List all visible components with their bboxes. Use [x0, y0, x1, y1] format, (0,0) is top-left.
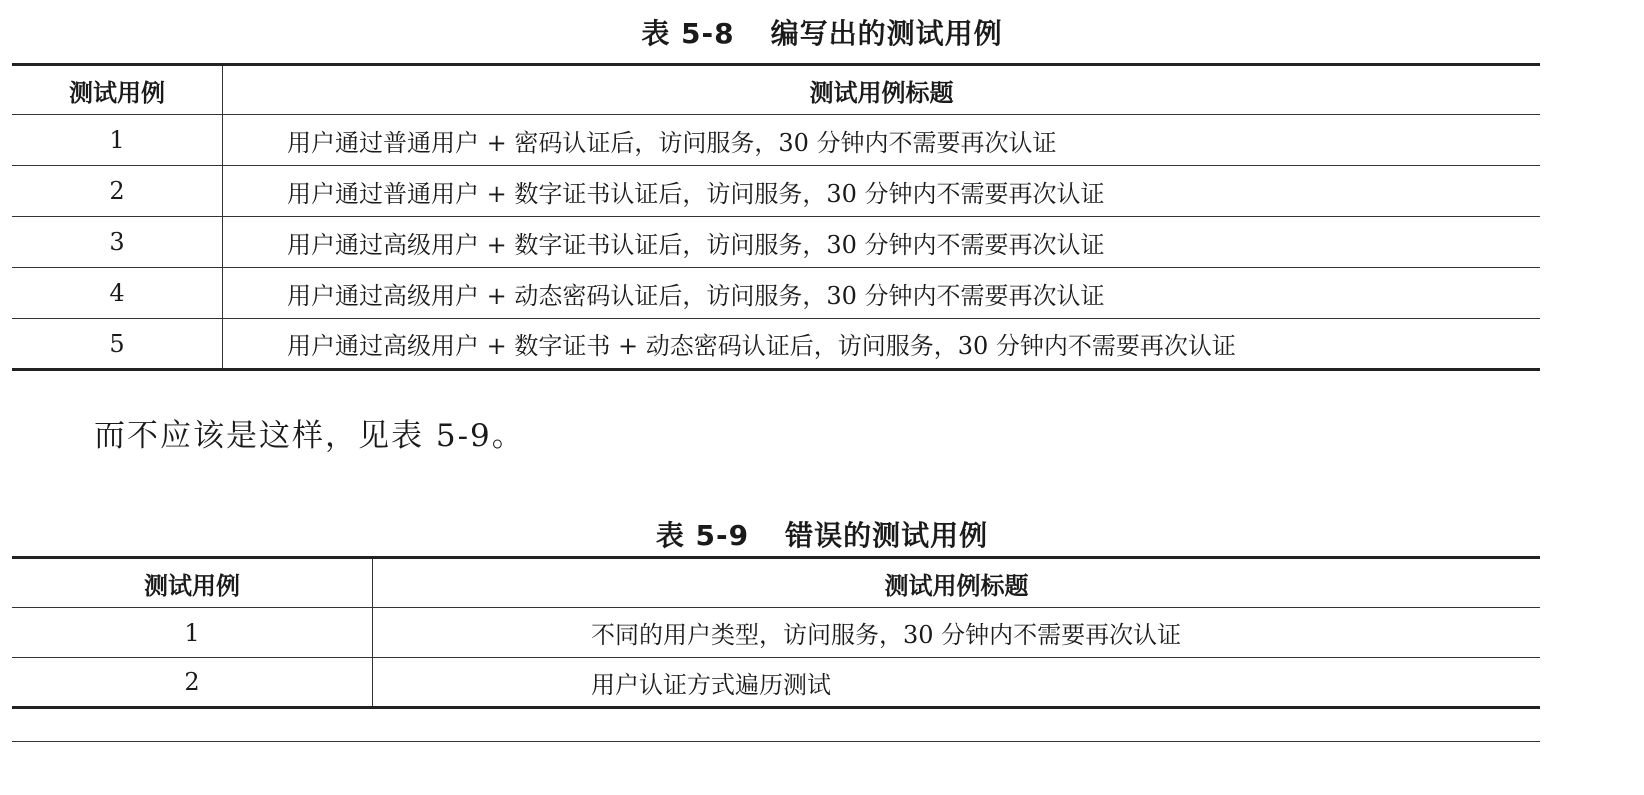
- cell-id: 1: [12, 608, 373, 658]
- cell-id: 1: [12, 115, 223, 166]
- cell-title: 用户认证方式遍历测试: [591, 670, 831, 699]
- cell-title: 不同的用户类型，访问服务，30 分钟内不需要再次认证: [373, 608, 1541, 658]
- caption-number: 表 5-8: [641, 17, 735, 50]
- header-test-case-title: 测试用例标题: [373, 558, 1541, 608]
- cell-title: 用户通过高级用户 + 数字证书认证后，访问服务，30 分钟内不需要再次认证: [223, 217, 1541, 268]
- table-row: [12, 658, 1540, 708]
- table-row: [12, 319, 1540, 370]
- table-row: [12, 608, 1540, 658]
- cell-title: 用户通过普通用户 + 数字证书认证后，访问服务，30 分钟内不需要再次认证: [223, 166, 1541, 217]
- cell-id: 3: [12, 217, 223, 268]
- table-row: [12, 217, 1540, 268]
- table-header-row: [12, 65, 1540, 115]
- caption-title: 编写出的测试用例: [770, 17, 1003, 50]
- header-test-case: 测试用例: [12, 65, 223, 115]
- bottom-rule: [12, 741, 1540, 742]
- cell-title: 用户通过普通用户 + 密码认证后，访问服务，30 分钟内不需要再次认证: [223, 115, 1541, 166]
- table-row: [12, 268, 1540, 319]
- cell-id: 4: [12, 268, 223, 319]
- table-5-9-caption: [0, 516, 1644, 556]
- table-header-row: [12, 558, 1540, 608]
- header-test-case-title: 测试用例标题: [223, 65, 1541, 115]
- table-row: [12, 166, 1540, 217]
- table-5-8-caption: [0, 14, 1644, 54]
- caption-title: 错误的测试用例: [785, 519, 989, 552]
- body-paragraph: 而不应该是这样，见表 5-9。: [94, 418, 525, 454]
- cell-title: 用户通过高级用户 + 动态密码认证后，访问服务，30 分钟内不需要再次认证: [223, 268, 1541, 319]
- caption-number: 表 5-9: [655, 519, 750, 552]
- cell-id: 2: [12, 658, 373, 708]
- header-test-case: 测试用例: [12, 558, 373, 608]
- cell-id: 2: [12, 166, 223, 217]
- table-5-9: [12, 556, 1540, 709]
- table-5-8: [12, 63, 1540, 371]
- cell-title: 用户通过高级用户 + 数字证书 + 动态密码认证后，访问服务，30 分钟内不需要再次认证: [287, 332, 1236, 360]
- cell-id: 5: [12, 319, 223, 370]
- table-row: [12, 115, 1540, 166]
